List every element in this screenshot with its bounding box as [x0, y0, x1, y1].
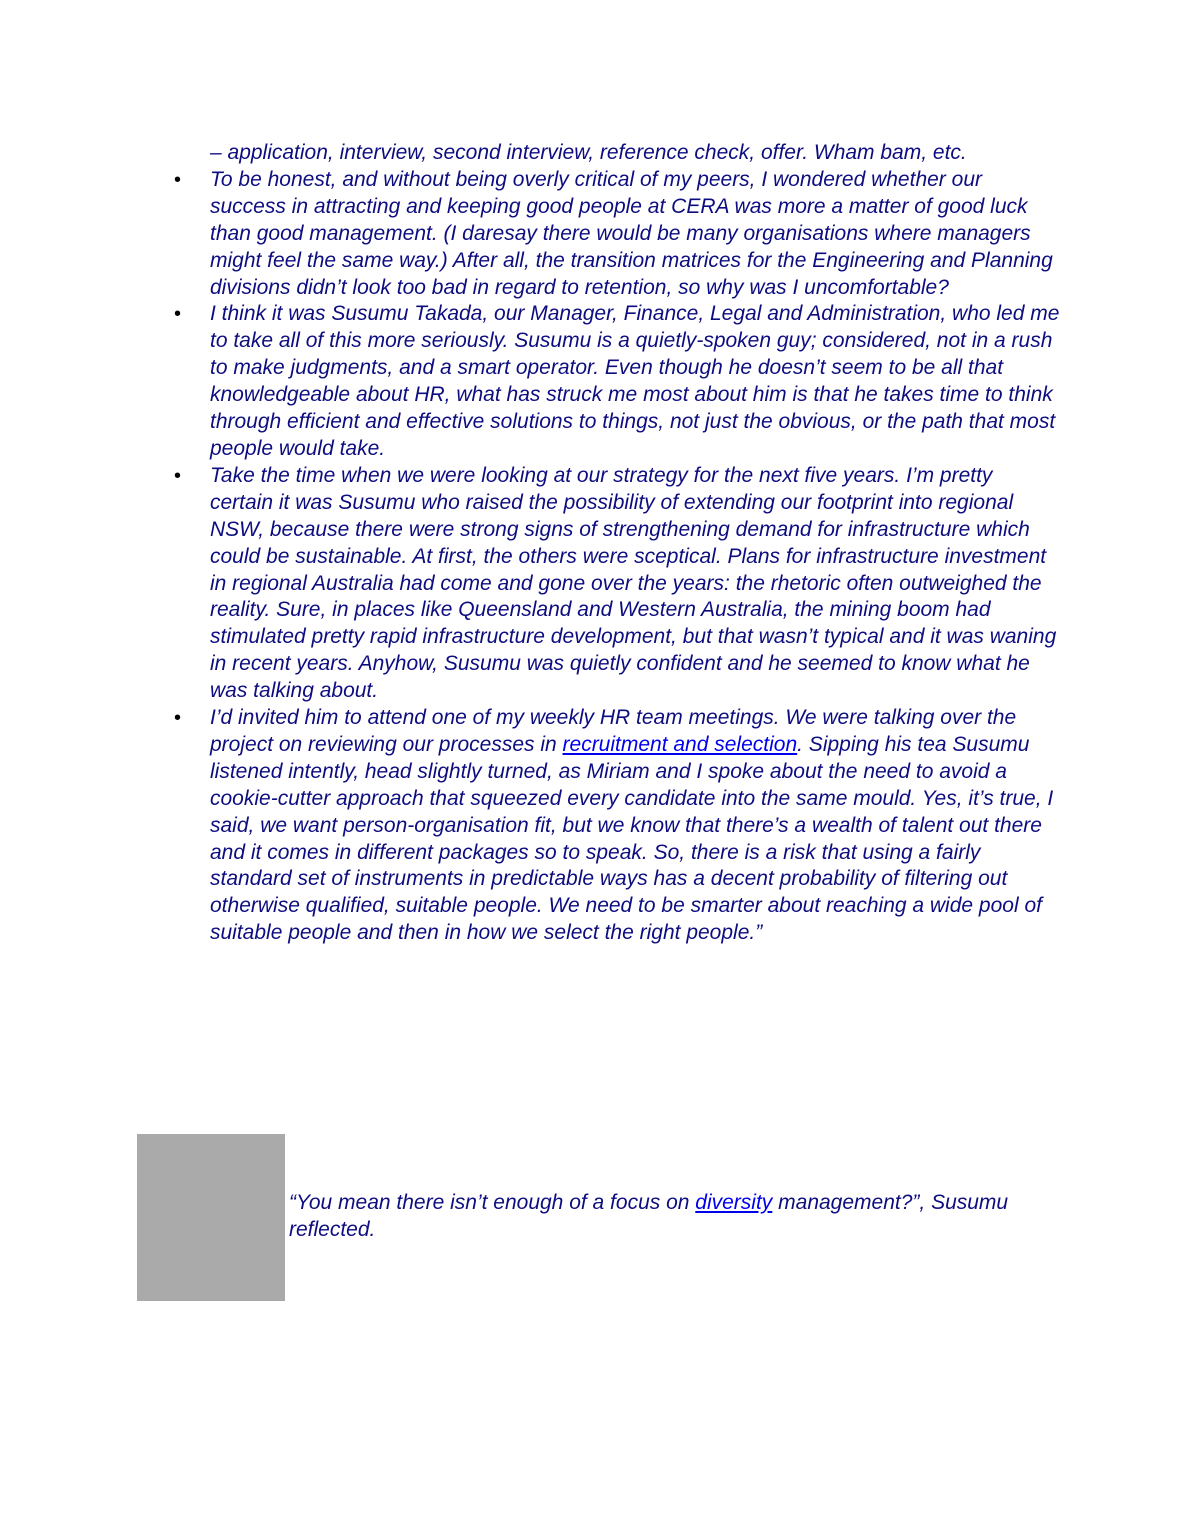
image-placeholder [137, 1134, 285, 1301]
list-item-text-before: I’d invited him to attend one of my weekly HR team meetings. We were talking over the project on reviewing our processes in [210, 706, 1017, 756]
intro-paragraph [210, 140, 1060, 167]
list-item-text: I think it was Susumu Takada, our Manager, Finance, Legal and Administration, who led me to take all of this more seriously. Susumu is a quietly-spoken guy; considered, not in a rush to make judgments, and a smart operator. Even though he doesn’t seem to be all that knowledgeable about HR, what has struck me most about him is that he takes time to think through efficient and effective solutions to things, not just the obvious, or the path that most people would take. [210, 302, 1060, 460]
quote-text-after: management?”, Susumu reflected. [289, 1191, 1009, 1241]
bullet-icon: • [174, 707, 182, 730]
intro-text: – application, interview, second interview, reference check, offer. Wham bam, etc. [210, 141, 967, 164]
quote-text-before: “You mean there isn’t enough of a focus on [289, 1191, 696, 1214]
diversity-link[interactable]: diversity [695, 1191, 773, 1214]
list-item [174, 301, 1060, 462]
list-item [174, 705, 1060, 947]
quote-paragraph [289, 1190, 1049, 1244]
list-item-text: Take the time when we were looking at our strategy for the next five years. I’m pretty certain it was Susumu who raised the possibility of extending our footprint into regional NSW, because there were strong signs of strengthening demand for infrastructure which could be sustainable. At first, the others were sceptical. Plans for infrastructure investment in regional Australia had come and gone over the years: the rhetoric often outweighed the reality. Sure, in places like Queensland and Western Australia, the mining boom had stimulated pretty rapid infrastructure development, but that wasn’t typical and it was waning in recent years. Anyhow, Susumu was quietly confident and he seemed to know what he was talking about. [210, 463, 1057, 703]
list-item [174, 463, 1060, 705]
list-item [174, 167, 1060, 302]
list-item-text-after: . Sipping his tea Susumu listened intently, head slightly turned, as Miriam and I spoke about the need to avoid a cookie-cutter approach that squeezed every candidate into the same mould. Yes, it’s true, I said, we want person-organisation fit, but we know that there’s a wealth of talent out there and it comes in different packages so to speak. So, there is a risk that using a fairly standard set of instruments in predictable ways has a decent probability of filtering out otherwise qualified, suitable people. We need to be smarter about reaching a wide pool of suitable people and then in how we select the right people.” [210, 732, 1054, 945]
list-item-text: To be honest, and without being overly critical of my peers, I wondered whether our success in attracting and keeping good people at CERA was more a matter of good luck than good management. (I daresay there would be many organisations where managers might feel the same way.) After all, the transition matrices for the Engineering and Planning divisions didn’t look too bad in regard to retention, so why was I uncomfortable? [210, 167, 1053, 299]
recruitment-and-selection-link[interactable]: recruitment and selection [562, 732, 798, 756]
bullet-icon: • [174, 168, 182, 191]
narrative-text [174, 140, 1060, 947]
bullet-icon: • [174, 303, 182, 326]
bullet-icon: • [174, 464, 182, 487]
